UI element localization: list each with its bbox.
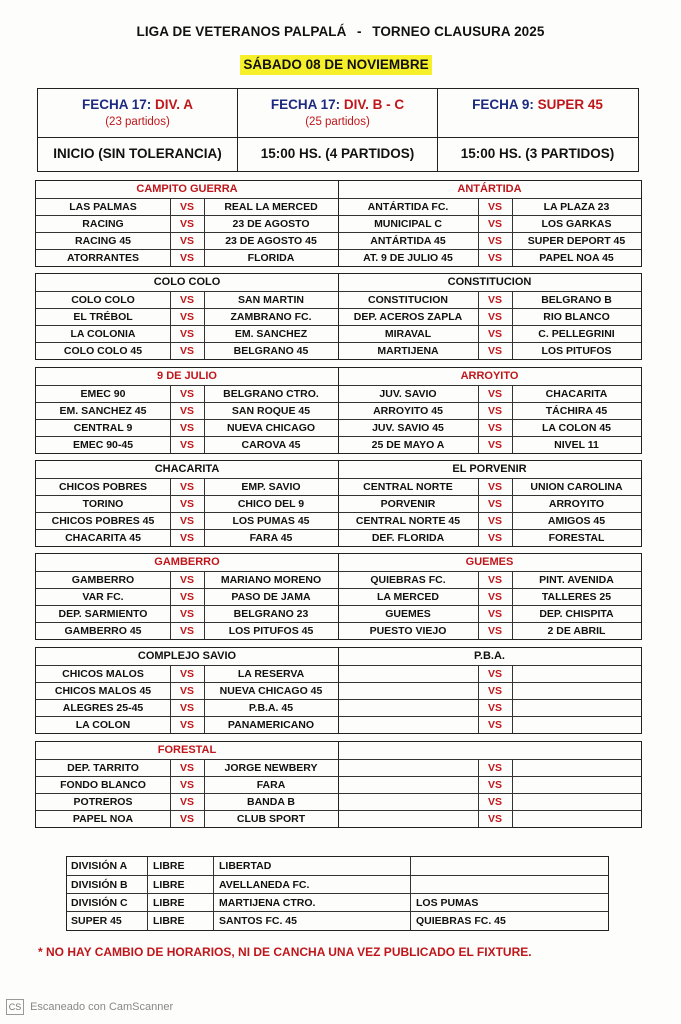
match-row (36, 249, 641, 266)
away-team: EM. SANCHEZ (234, 328, 308, 340)
home-team (338, 760, 478, 777)
vs-label: VS (487, 422, 502, 434)
match-row (36, 716, 641, 733)
away-team: BELGRANO CTRO. (223, 388, 319, 400)
away-team: NIVEL 11 (554, 439, 599, 451)
division-name: DIVISIÓN B (71, 879, 128, 891)
venue-left: COMPLEJO SAVIO (137, 650, 237, 662)
vs-label: VS (487, 218, 502, 230)
vs-label: VS (179, 201, 194, 213)
away-team: EMP. SAVIO (241, 481, 301, 493)
match-row (36, 291, 641, 308)
venue-right: CONSTITUCION (447, 276, 532, 288)
home-team: ANTÁRTIDA 45 (370, 235, 446, 247)
title-separator: - (357, 24, 362, 39)
venue-right: P.B.A. (474, 650, 505, 662)
home-team: GAMBERRO (71, 574, 135, 586)
vs-label: VS (179, 625, 194, 637)
fixture-group (35, 647, 642, 734)
away-team: REAL LA MERCED (224, 201, 318, 213)
match-row (36, 571, 641, 588)
away-team: CHACARITA (545, 388, 608, 400)
vs-label: VS (487, 762, 502, 774)
vs-label: VS (487, 574, 502, 586)
vs-label: VS (179, 515, 194, 527)
away-team: LOS GARKAS (541, 218, 612, 230)
vs-label: VS (487, 515, 502, 527)
libre-team: MARTIJENA CTRO. (219, 897, 316, 909)
vs-label: VS (179, 294, 194, 306)
home-team: POTREROS (73, 796, 133, 808)
away-team: BELGRANO 23 (233, 608, 309, 620)
libre-row (67, 893, 608, 911)
away-team: MARIANO MORENO (220, 574, 322, 586)
match-row (36, 198, 641, 215)
libre-team: SANTOS FC. 45 (219, 915, 297, 927)
away-team: SUPER DEPORT 45 (527, 235, 626, 247)
venue-left: FORESTAL (157, 744, 217, 756)
fecha-subtitle: (23 partidos) (105, 116, 170, 128)
home-team: CENTRAL 9 (73, 422, 133, 434)
division-name: DIVISIÓN C (71, 897, 128, 909)
away-team (512, 717, 641, 734)
home-team: PUESTO VIEJO (369, 625, 447, 637)
vs-label: VS (487, 388, 502, 400)
vs-label: VS (179, 668, 194, 680)
home-team: JUV. SAVIO (379, 388, 437, 400)
home-team (338, 666, 478, 683)
away-team: DEP. CHISPITA (539, 608, 614, 620)
vs-label: VS (487, 532, 502, 544)
home-team: EL TRÉBOL (73, 311, 133, 323)
away-team: PAPEL NOA 45 (539, 252, 614, 264)
vs-label: VS (179, 439, 194, 451)
away-team: TÁCHIRA 45 (545, 405, 608, 417)
away-team: LOS PUMAS 45 (232, 515, 310, 527)
vs-label: VS (487, 252, 502, 264)
vs-label: VS (487, 608, 502, 620)
match-row (36, 495, 641, 512)
match-row (36, 512, 641, 529)
vs-label: VS (487, 294, 502, 306)
away-team: PINT. AVENIDA (539, 574, 614, 586)
home-team: CHICOS POBRES 45 (51, 515, 155, 527)
home-team (338, 683, 478, 700)
away-team: RIO BLANCO (543, 311, 610, 323)
libre-row (67, 911, 608, 929)
away-team (512, 666, 641, 683)
home-team: QUIEBRAS FC. (370, 574, 446, 586)
away-team: CHICO DEL 9 (237, 498, 305, 510)
venue-right: ARROYITO (460, 370, 519, 382)
home-team: CHICOS MALOS (62, 668, 144, 680)
venue-left: 9 DE JULIO (157, 370, 217, 382)
fecha-time: INICIO (SIN TOLERANCIA) (53, 146, 222, 161)
home-team: LA COLON (75, 719, 131, 731)
vs-label: VS (179, 532, 194, 544)
away-team (512, 760, 641, 777)
home-team: CENTRAL NORTE 45 (355, 515, 461, 527)
scanner-footer (6, 999, 173, 1015)
home-team: TORINO (82, 498, 124, 510)
home-team: MUNICIPAL C (374, 218, 442, 230)
venue-right (338, 742, 641, 759)
fecha-title: FECHA 17: DIV. B - C (270, 97, 405, 112)
venue-left: GAMBERRO (154, 556, 220, 568)
home-team: EMEC 90 (80, 388, 126, 400)
vs-label: VS (179, 481, 194, 493)
away-team: LOS PITUFOS 45 (228, 625, 314, 637)
home-team: MARTIJENA (377, 345, 439, 357)
away-team: BANDA B (246, 796, 296, 808)
home-team: LA MERCED (376, 591, 440, 603)
fixture-group (35, 180, 642, 267)
away-team: LOS PITUFOS (541, 345, 612, 357)
away-team: C. PELLEGRINI (538, 328, 615, 340)
fecha-time: 15:00 HS. (3 PARTIDOS) (460, 146, 615, 161)
page-title (0, 24, 681, 39)
fecha-subtitle: (25 partidos) (305, 116, 370, 128)
vs-label: VS (179, 218, 194, 230)
match-row (36, 342, 641, 359)
vs-label: VS (179, 235, 194, 247)
libre-team-2: LOS PUMAS (416, 897, 479, 909)
vs-label: VS (179, 574, 194, 586)
vs-label: VS (179, 405, 194, 417)
tournament-name: TORNEO CLAUSURA 2025 (372, 24, 545, 39)
venue-left: CHACARITA (154, 463, 220, 475)
vs-label: VS (487, 328, 502, 340)
fixture-group (35, 460, 642, 547)
home-team: FONDO BLANCO (60, 779, 146, 791)
home-team (338, 794, 478, 811)
away-team: FLORIDA (247, 252, 295, 264)
match-row (36, 215, 641, 232)
home-team: CONSTITUCION (368, 294, 448, 306)
home-team: DEP. TARRITO (67, 762, 139, 774)
vs-label: VS (487, 311, 502, 323)
vs-label: VS (179, 311, 194, 323)
home-team: CENTRAL NORTE (363, 481, 453, 493)
home-team: ATORRANTES (67, 252, 139, 264)
vs-label: VS (179, 762, 194, 774)
away-team: UNION CAROLINA (530, 481, 623, 493)
venue-right: EL PORVENIR (452, 463, 527, 475)
match-row (36, 665, 641, 682)
fixture-note: * NO HAY CAMBIO DE HORARIOS, NI DE CANCHA UNA VEZ PUBLICADO EL FIXTURE. (38, 945, 532, 959)
fecha-column-div-a (38, 89, 238, 171)
vs-label: VS (179, 796, 194, 808)
camscanner-logo-icon: CS (6, 999, 24, 1015)
libre-table (66, 856, 609, 931)
match-row (36, 810, 641, 827)
libre-team-2: QUIEBRAS FC. 45 (416, 915, 506, 927)
fixture-group (35, 741, 642, 828)
home-team: ANTÁRTIDA FC. (367, 201, 449, 213)
match-row (36, 478, 641, 495)
away-team: LA COLON 45 (541, 422, 612, 434)
fixture-group (35, 273, 642, 360)
away-team: 23 DE AGOSTO 45 (225, 235, 317, 247)
match-row (36, 588, 641, 605)
away-team: SAN ROQUE 45 (231, 405, 311, 417)
division-name: SUPER 45 (71, 915, 122, 927)
away-team: FARA 45 (249, 532, 293, 544)
away-team (512, 811, 641, 828)
away-team (512, 777, 641, 794)
away-team: P.B.A. 45 (248, 702, 294, 714)
home-team (338, 811, 478, 828)
fixture-group (35, 367, 642, 454)
vs-label: VS (487, 779, 502, 791)
home-team: ALEGRES 25-45 (62, 702, 144, 714)
away-team: FARA (256, 779, 286, 791)
fecha-title: FECHA 9: SUPER 45 (472, 97, 603, 112)
away-team: FORESTAL (548, 532, 605, 544)
home-team: GUEMES (385, 608, 431, 620)
match-row (36, 325, 641, 342)
division-name: DIVISIÓN A (71, 860, 128, 872)
venue-right: ANTÁRTIDA (457, 183, 522, 195)
libre-row (67, 875, 608, 893)
home-team: COLO COLO 45 (63, 345, 143, 357)
vs-label: VS (487, 439, 502, 451)
away-team: 23 DE AGOSTO (232, 218, 310, 230)
match-row (36, 759, 641, 776)
vs-label: VS (179, 779, 194, 791)
match-row (36, 232, 641, 249)
vs-label: VS (487, 591, 502, 603)
vs-label: VS (179, 608, 194, 620)
away-team: LA RESERVA (237, 668, 305, 680)
venue-left: CAMPITO GUERRA (136, 183, 238, 195)
home-team: GAMBERRO 45 (64, 625, 142, 637)
libre-label: LIBRE (153, 879, 185, 891)
fecha-column-super-45 (438, 89, 637, 171)
away-team: SAN MARTIN (238, 294, 304, 306)
match-row (36, 308, 641, 325)
vs-label: VS (487, 405, 502, 417)
vs-label: VS (487, 796, 502, 808)
libre-team: LIBERTAD (219, 860, 272, 872)
libre-row (67, 857, 608, 875)
home-team: DEF. FLORIDA (371, 532, 445, 544)
vs-label: VS (487, 201, 502, 213)
home-team: CHICOS MALOS 45 (54, 685, 152, 697)
match-row (36, 622, 641, 639)
match-row (36, 776, 641, 793)
vs-label: VS (179, 328, 194, 340)
home-team: EMEC 90-45 (72, 439, 134, 451)
fixture-group (35, 553, 642, 640)
home-team: RACING 45 (74, 235, 131, 247)
home-team: AT. 9 DE JULIO 45 (363, 252, 453, 264)
fecha-column-div-b-c (238, 89, 438, 171)
home-team: LAS PALMAS (69, 201, 137, 213)
vs-label: VS (487, 345, 502, 357)
home-team: PORVENIR (380, 498, 436, 510)
away-team: ARROYITO (548, 498, 605, 510)
away-team: BELGRANO B (541, 294, 612, 306)
vs-label: VS (487, 235, 502, 247)
away-team: CAROVA 45 (241, 439, 301, 451)
away-team: NUEVA CHICAGO (226, 422, 316, 434)
vs-label: VS (179, 345, 194, 357)
scanner-text: Escaneado con CamScanner (30, 1001, 174, 1013)
match-row (36, 385, 641, 402)
away-team (512, 794, 641, 811)
home-team: 25 DE MAYO A (371, 439, 445, 451)
match-row (36, 402, 641, 419)
vs-label: VS (179, 719, 194, 731)
libre-team: AVELLANEDA FC. (219, 879, 310, 891)
away-team: PASO DE JAMA (231, 591, 311, 603)
away-team: TALLERES 25 (541, 591, 612, 603)
home-team: RACING (82, 218, 124, 230)
away-team (512, 683, 641, 700)
home-team: EM. SANCHEZ 45 (59, 405, 147, 417)
away-team: LA PLAZA 23 (543, 201, 610, 213)
match-row (36, 529, 641, 546)
home-team: DEP. ACEROS ZAPLA (353, 311, 463, 323)
away-team: PANAMERICANO (227, 719, 315, 731)
vs-label: VS (179, 591, 194, 603)
match-date: SÁBADO 08 DE NOVIEMBRE (240, 55, 432, 75)
vs-label: VS (179, 422, 194, 434)
vs-label: VS (487, 668, 502, 680)
vs-label: VS (179, 388, 194, 400)
vs-label: VS (179, 702, 194, 714)
vs-label: VS (487, 625, 502, 637)
libre-label: LIBRE (153, 897, 185, 909)
home-team: CHICOS POBRES (58, 481, 148, 493)
match-row (36, 605, 641, 622)
away-team: BELGRANO 45 (233, 345, 309, 357)
venue-left: COLO COLO (153, 276, 221, 288)
libre-label: LIBRE (153, 915, 185, 927)
home-team: LA COLONIA (70, 328, 136, 340)
vs-label: VS (487, 481, 502, 493)
fecha-time: 15:00 HS. (4 PARTIDOS) (260, 146, 415, 161)
away-team: NUEVA CHICAGO 45 (219, 685, 323, 697)
home-team: MIRAVAL (384, 328, 432, 340)
home-team: PAPEL NOA (72, 813, 134, 825)
away-team: 2 DE ABRIL (547, 625, 606, 637)
away-team: AMIGOS 45 (547, 515, 606, 527)
away-team: JORGE NEWBERY (224, 762, 318, 774)
league-name: LIGA DE VETERANOS PALPALÁ (136, 24, 347, 39)
match-row (36, 436, 641, 453)
home-team: JUV. SAVIO 45 (372, 422, 444, 434)
vs-label: VS (179, 252, 194, 264)
fecha-header-table (37, 88, 639, 172)
match-row (36, 793, 641, 810)
home-team: CHACARITA 45 (65, 532, 141, 544)
home-team: VAR FC. (82, 591, 124, 603)
home-team (338, 700, 478, 717)
away-team: ZAMBRANO FC. (230, 311, 312, 323)
vs-label: VS (179, 813, 194, 825)
home-team (338, 717, 478, 734)
match-row (36, 682, 641, 699)
match-row (36, 699, 641, 716)
vs-label: VS (487, 702, 502, 714)
home-team: COLO COLO (71, 294, 135, 306)
vs-label: VS (487, 685, 502, 697)
away-team: CLUB SPORT (236, 813, 306, 825)
home-team: ARROYITO 45 (373, 405, 443, 417)
vs-label: VS (487, 813, 502, 825)
venue-right: GUEMES (465, 556, 514, 568)
fecha-title: FECHA 17: DIV. A (81, 97, 194, 112)
home-team (338, 777, 478, 794)
libre-label: LIBRE (153, 860, 185, 872)
vs-label: VS (179, 498, 194, 510)
home-team: DEP. SARMIENTO (58, 608, 148, 620)
match-row (36, 419, 641, 436)
vs-label: VS (179, 685, 194, 697)
vs-label: VS (487, 719, 502, 731)
away-team (512, 700, 641, 717)
vs-label: VS (487, 498, 502, 510)
